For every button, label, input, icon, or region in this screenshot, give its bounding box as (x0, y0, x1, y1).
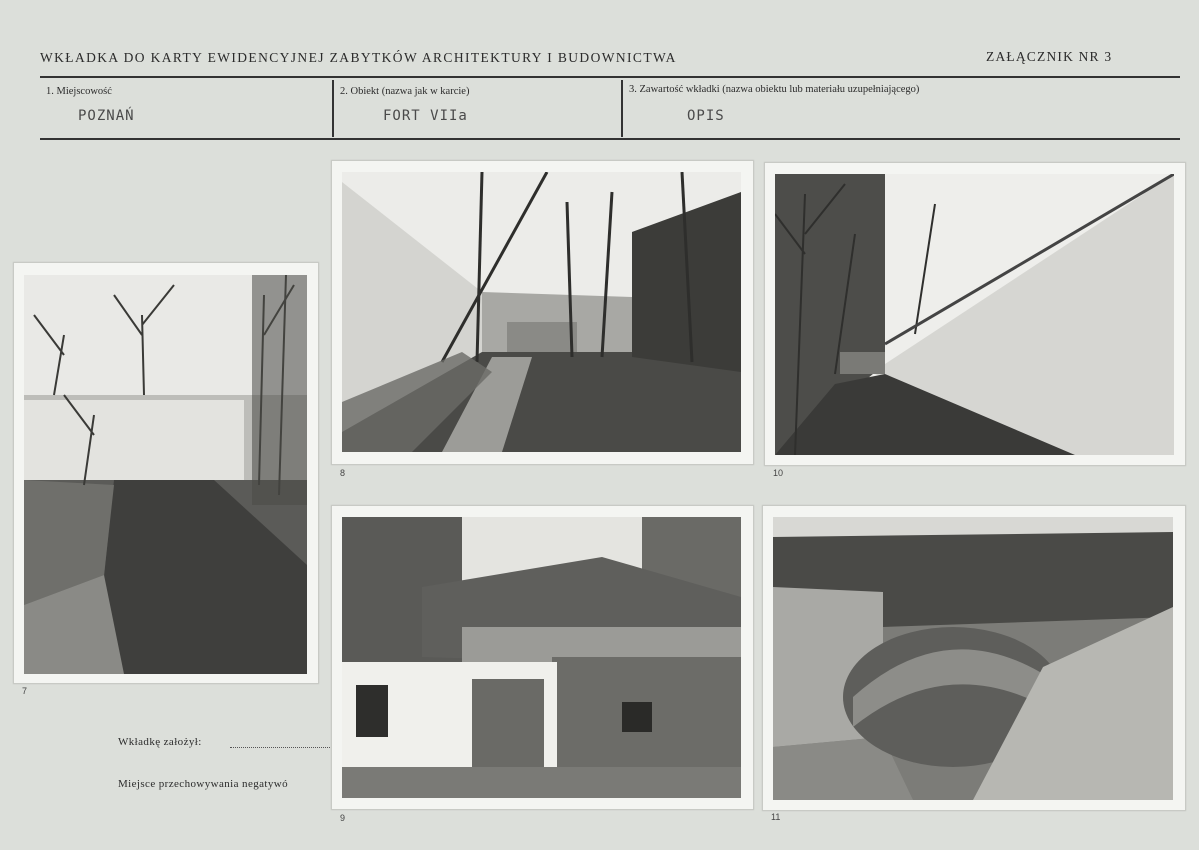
field-label-object: 2. Obiekt (nazwa jak w karcie) (340, 86, 470, 97)
founder-label: Wkładkę założył: (118, 736, 202, 748)
card-title: WKŁADKA DO KARTY EWIDENCYJNEJ ZABYTKÓW ARCHITEKTURY I BUDOWNICTWA (40, 50, 677, 65)
photo-8-moat-with-arches (342, 172, 741, 452)
field-value-contents: OPIS (687, 108, 725, 124)
photo-number-7: 7 (22, 686, 28, 696)
photo-number-11: 11 (771, 812, 781, 822)
annex-number: ZAŁĄCZNIK NR 3 (986, 49, 1113, 64)
field-label-contents: 3. Zawartość wkładki (nazwa obiektu lub materiału uzupełniającego) (629, 84, 920, 95)
founder-dotted-line (230, 746, 330, 748)
photo-10-long-moat-wall (775, 174, 1174, 455)
storage-label: Miejsce przechowywania negatywó (118, 778, 289, 790)
header-rule-top (40, 76, 1180, 78)
field-value-object: FORT VIIa (383, 108, 468, 124)
photo-7-path-along-wall (24, 275, 307, 674)
header-rule-bottom (40, 138, 1180, 140)
photo-11-shelter-dome (773, 517, 1173, 800)
photo-9-casemate-garage (342, 517, 741, 798)
field-divider-2 (621, 80, 623, 137)
photo-number-9: 9 (340, 813, 346, 823)
field-label-locality: 1. Miejscowość (46, 86, 112, 97)
photo-number-8: 8 (340, 468, 346, 478)
photo-number-10: 10 (773, 468, 784, 478)
field-divider-1 (332, 80, 334, 137)
field-value-locality: POZNAŃ (78, 108, 135, 124)
